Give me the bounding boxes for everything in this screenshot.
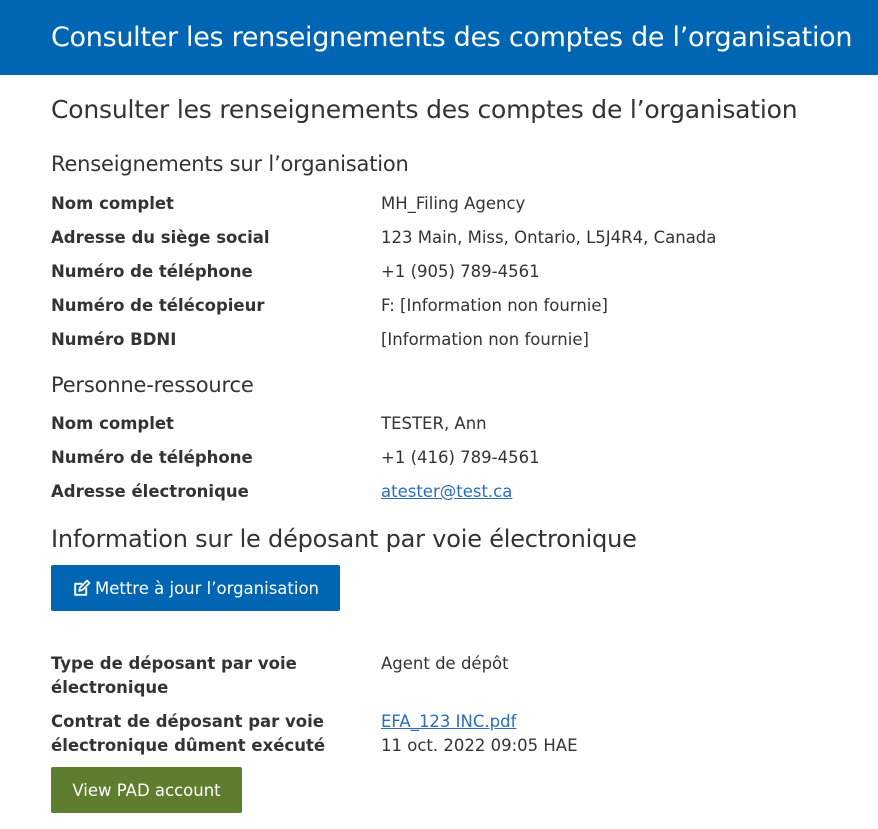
org-bdni-value: [Information non fournie] [381,330,589,349]
contact-full-name-value: TESTER, Ann [381,414,487,433]
org-full-name-label: Nom complet [51,194,174,213]
view-pad-account-button[interactable]: View PAD account [51,767,242,813]
org-phone-label: Numéro de téléphone [51,262,253,281]
filer-type-value: Agent de dépôt [381,654,509,673]
filer-type-label: Type de déposant par voie électronique [51,654,297,697]
page-title: Consulter les renseignements des comptes de l’organisation [51,95,798,124]
org-section-title: Renseignements sur l’organisation [51,152,409,176]
update-organization-button[interactable] [51,565,340,611]
contact-email-link[interactable]: atester@test.ca [381,482,513,501]
org-fax-value: F: [Information non fournie] [381,296,608,315]
filer-contract-label: Contrat de déposant par voie électronique dûment exécuté [51,712,326,755]
contact-section-title: Personne-ressource [51,373,254,397]
filer-section-title: Information sur le déposant par voie électronique [51,525,637,553]
org-address-label: Adresse du siège social [51,228,270,247]
page-header-title: Consulter les renseignements des comptes de l’organisation [0,0,878,75]
filer-row-type [51,652,871,700]
contact-full-name-label: Nom complet [51,414,174,433]
filer-contract-value [381,710,861,758]
contact-phone-value: +1 (416) 789-4561 [381,448,540,467]
org-fax-label: Numéro de télécopieur [51,296,265,315]
org-bdni-label: Numéro BDNI [51,330,177,349]
contract-date: 11 oct. 2022 09:05 HAE [381,736,578,755]
contact-phone-label: Numéro de téléphone [51,448,253,467]
edit-icon [72,579,91,598]
org-phone-value: +1 (905) 789-4561 [381,262,540,281]
contract-file-link[interactable]: EFA_123 INC.pdf [381,712,517,731]
filer-row-contract [51,710,871,758]
org-address-value: 123 Main, Miss, Ontario, L5J4R4, Canada [381,228,717,247]
org-full-name-value: MH_Filing Agency [381,194,526,213]
update-organization-label: Mettre à jour l’organisation [94,578,320,598]
contact-email-cell [381,480,861,504]
contact-email-label: Adresse électronique [51,482,249,501]
